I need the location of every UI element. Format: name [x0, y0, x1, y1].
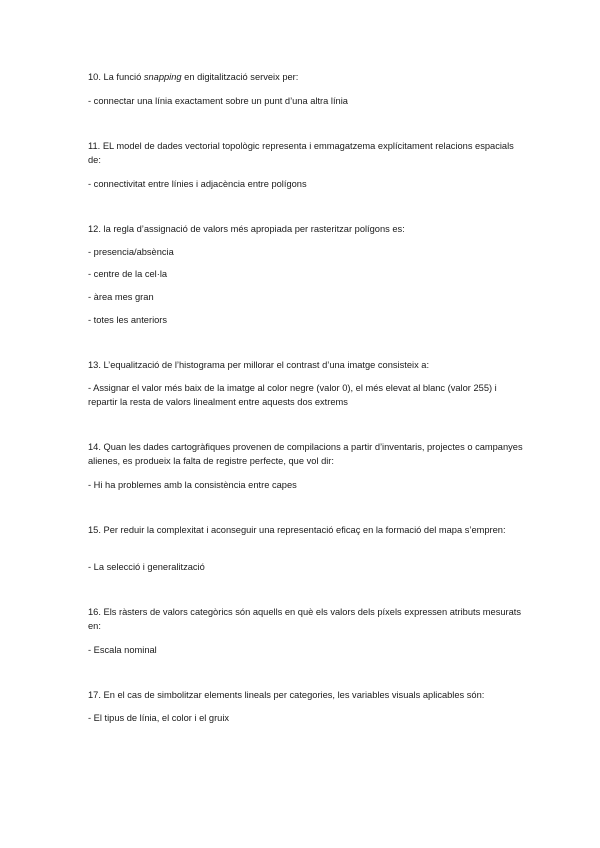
answer-14-1: - Hi ha problemes amb la consistència entre capes [88, 480, 297, 490]
answer-12-3: - àrea mes gran [88, 292, 154, 302]
question-10-term: snapping [143, 72, 182, 82]
question-12: 12. la regla d’assignació de valors més apropiada per rasteritzar polígons es: [88, 224, 405, 234]
question-13: 13. L’equalització de l’histograma per millorar el contrast d’una imatge consisteix a: [88, 360, 430, 370]
answer-10-1: - connectar una línia exactament sobre un punt d’una altra línia [88, 96, 348, 106]
question-17: 17. En el cas de simbolitzar elements lineals per categories, les variables visuals aplicables són: [88, 690, 485, 700]
answer-12-4: - totes les anteriors [88, 315, 168, 325]
answer-12-2: - centre de la cel·la [88, 269, 168, 279]
question-10-prefix: 10. La funció [88, 72, 144, 82]
question-16: 16. Els ràsters de valors categòrics són aquells en què els valors dels píxels expressen atributs mesurats en: [88, 607, 522, 631]
answer-11-1: - connectivitat entre línies i adjacència entre polígons [88, 179, 307, 189]
question-14: 14. Quan les dades cartogràfiques provenen de compilacions a partir d’inventaris, projectes o campanyes alienes, es produeix la falta de registre perfecte, que vol dir: [88, 442, 523, 466]
answer-17-1: - El tipus de línia, el color i el gruix [88, 713, 230, 723]
answer-12-1: - presencia/absència [88, 247, 174, 257]
question-11: 11. EL model de dades vectorial topològic representa i emmagatzema explícitament relacions espacials de: [88, 141, 514, 165]
answer-13-1: - Assignar el valor més baix de la imatge al color negre (valor 0), el més elevat al blanc (valor 255) i repartir la resta de valors linealment entre aquests dos extrems [88, 383, 497, 407]
question-15: 15. Per reduir la complexitat i aconseguir una representació eficaç en la formació del mapa s’empren: [88, 525, 506, 535]
question-10-suffix: en digitalització serveix per: [181, 72, 299, 82]
answer-15-1: - La selecció i generalització [88, 562, 205, 572]
question-10 [88, 71, 528, 85]
answer-16-1: - Escala nominal [88, 645, 157, 655]
